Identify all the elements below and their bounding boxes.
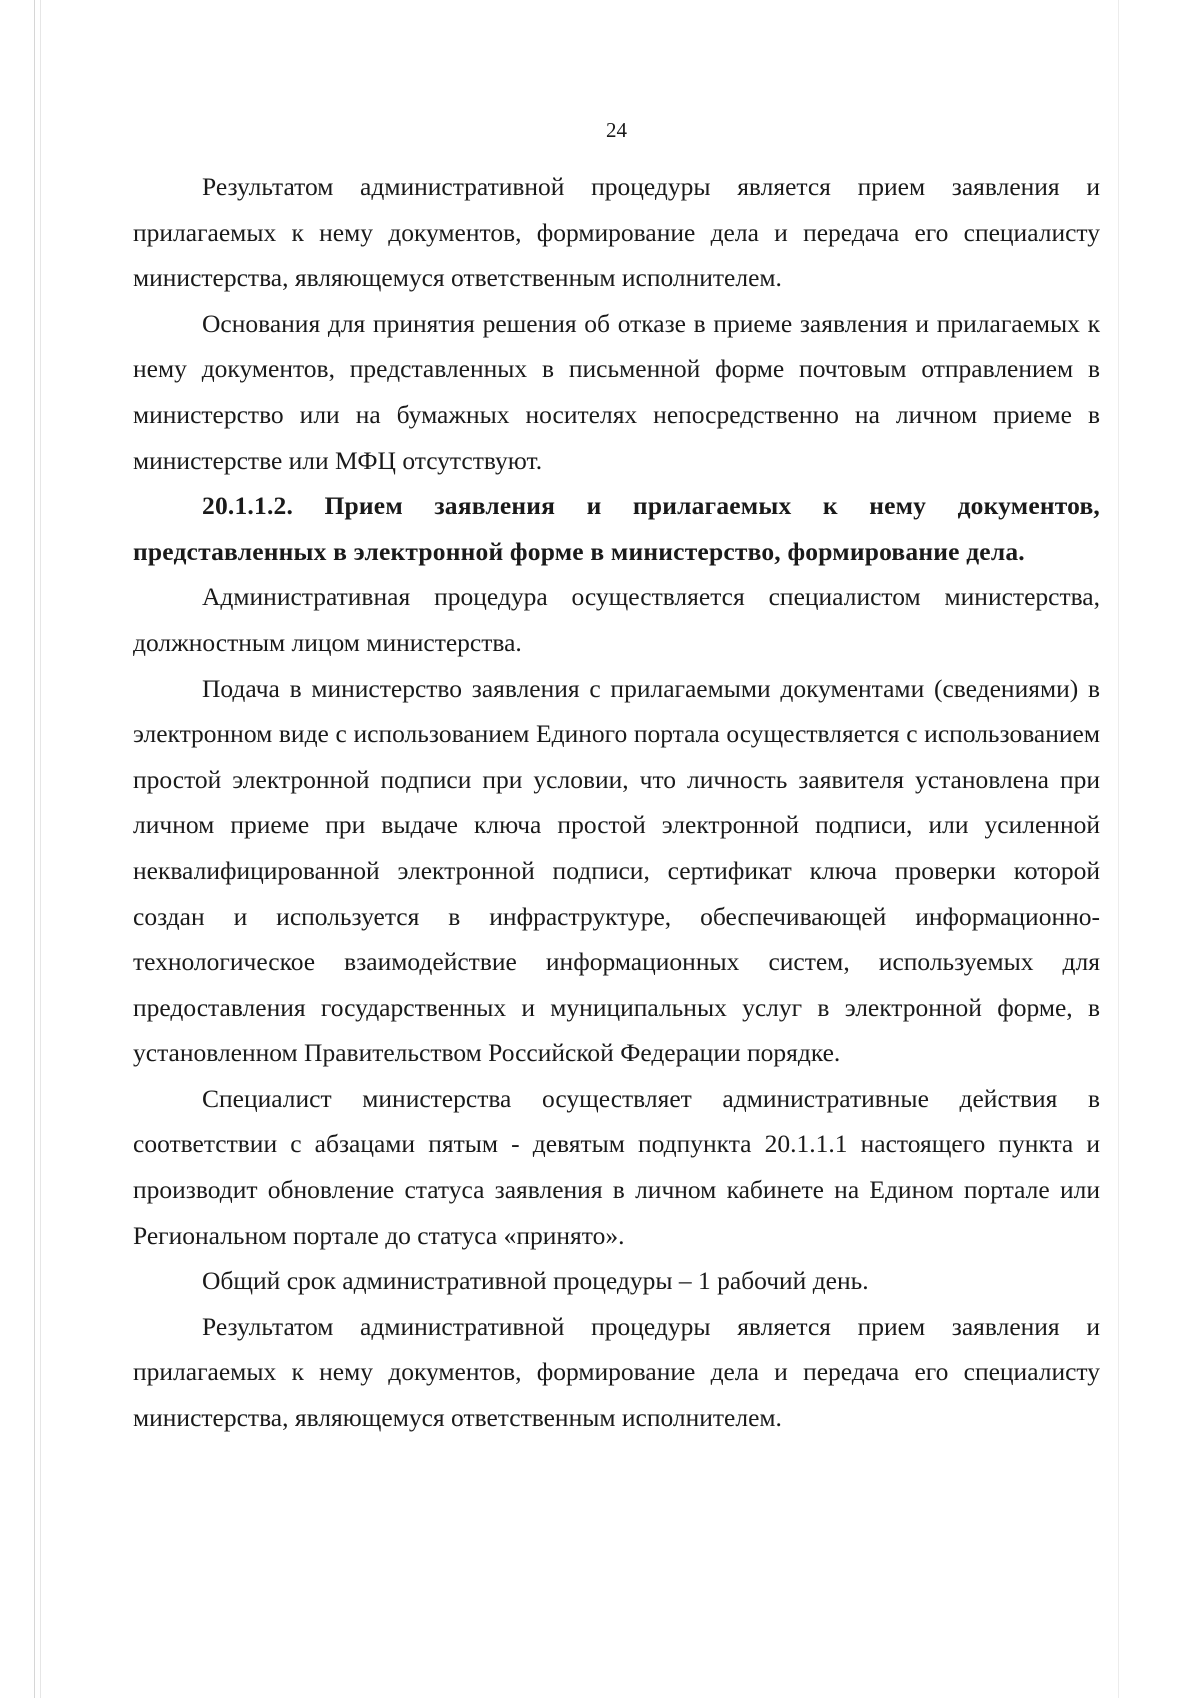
paragraph-result: Результатом административной процедуры является прием заявления и прилагаемых к нему документов, формирование дела и передача его специалисту министерства, являющемуся ответственным исполнителем. <box>133 172 1100 293</box>
page-number: 24 <box>606 118 627 142</box>
document-body <box>133 164 1100 1441</box>
paragraph-refusal-grounds: Основания для принятия решения об отказе в приеме заявления и прилагаемых к нему документов, представленных в письменной форме почтовым отправлением в министерство или на бумажных носителях непосредственно на личном приеме в министерстве или МФЦ отсутствуют. <box>133 308 1100 475</box>
paragraph-result-final: Результатом административной процедуры является прием заявления и прилагаемых к нему документов, формирование дела и передача его специалисту министерства, являющемуся ответственным исполнителем. <box>133 1311 1100 1433</box>
scan-edge-line <box>34 0 35 1698</box>
paragraph-term: Общий срок административной процедуры – 1 рабочий день. <box>202 1266 869 1296</box>
section-heading: 20.1.1.2. Прием заявления и прилагаемых к нему документов, представленных в электронной форме в министерство, формирование дела. <box>133 491 1100 566</box>
paragraph-procedure-performer: Административная процедура осуществляется специалистом министерства, должностным лицом министерства. <box>133 582 1100 657</box>
scan-edge-line <box>40 0 41 1698</box>
paragraph-specialist-actions: Специалист министерства осуществляет административные действия в соответствии с абзацами пятым - девятым подпункта 20.1.1.1 настоящего пункта и производит обновление статуса заявления в личном кабинете на Едином портале или Региональном портале до статуса «принято». <box>133 1083 1100 1250</box>
scan-edge-line <box>1118 0 1119 1698</box>
paragraph-electronic-submission: Подача в министерство заявления с прилагаемыми документами (сведениями) в электронном виде с использованием Единого портала осуществляется с использованием простой электронной подписи при условии, что личность заявителя установлена при личном приеме при выдаче ключа простой электронной подписи, или усиленной неквалифицированной электронной подписи, сертификат ключа проверки которой создан и используется в инфраструктуре, обеспечивающей информационно-технологическое взаимодействие информационных систем, используемых для предоставления государственных и муниципальных услуг в электронной форме, в установленном Правительством Российской Федерации порядке. <box>133 673 1100 1068</box>
